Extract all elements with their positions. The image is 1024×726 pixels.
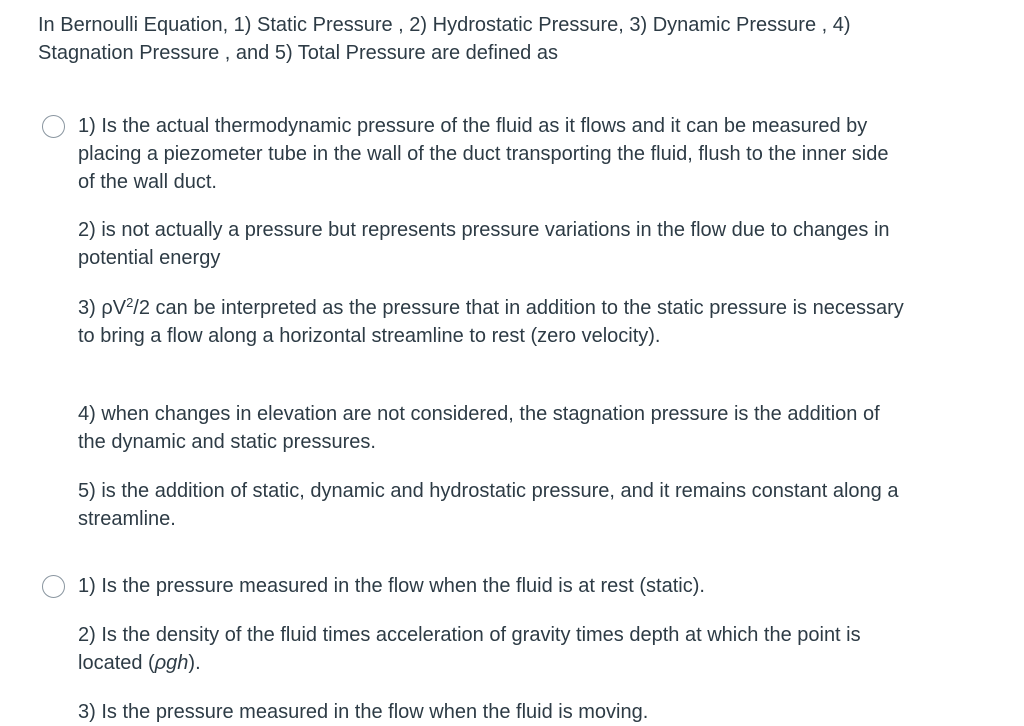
option-1-paragraph-1: 1) Is the actual thermodynamic pressure of the fluid as it flows and it can be measured by placing a piezometer tube in the wall of the duct transporting the fluid, flush to the inner side of the wall duct.: [78, 115, 889, 193]
option-2-p2-formula: ρgh: [154, 652, 189, 674]
option-2-paragraph-3: 3) Is the pressure measured in the flow when the fluid is moving.: [78, 701, 649, 723]
radio-button-option-2[interactable]: [42, 575, 65, 598]
option-2-p2-suffix: ).: [188, 652, 201, 674]
option-2-p2-prefix: 2) Is the density of the fluid times acceleration of gravity times depth at which the point is located (: [78, 624, 861, 674]
option-1-paragraph-4: 4) when changes in elevation are not considered, the stagnation pressure is the addition of the dynamic and static pressures.: [78, 403, 880, 453]
option-2-paragraph-2: [78, 621, 908, 677]
option-1-p3-rest: /2 can be interpreted as the pressure that in addition to the static pressure is necessary to bring a flow along a horizontal streamline to rest (zero velocity).: [78, 297, 904, 347]
option-1-p3-prefix: 3) ρV: [78, 297, 127, 319]
option-2-paragraph-1: 1) Is the pressure measured in the flow when the fluid is at rest (static).: [78, 575, 705, 597]
question-text: In Bernoulli Equation, 1) Static Pressure , 2) Hydrostatic Pressure, 3) Dynamic Pressure , 4) Stagnation Pressure , and 5) Total Pressure are defined as: [38, 14, 851, 64]
option-1-p3-superscript: 2: [126, 295, 134, 310]
radio-button-option-1[interactable]: [42, 115, 65, 138]
option-1-paragraph-5: 5) is the addition of static, dynamic and hydrostatic pressure, and it remains constant along a streamline.: [78, 480, 899, 530]
option-1-paragraph-2: 2) is not actually a pressure but represents pressure variations in the flow due to changes in potential energy: [78, 219, 890, 269]
option-1-paragraph-3: [78, 294, 908, 350]
